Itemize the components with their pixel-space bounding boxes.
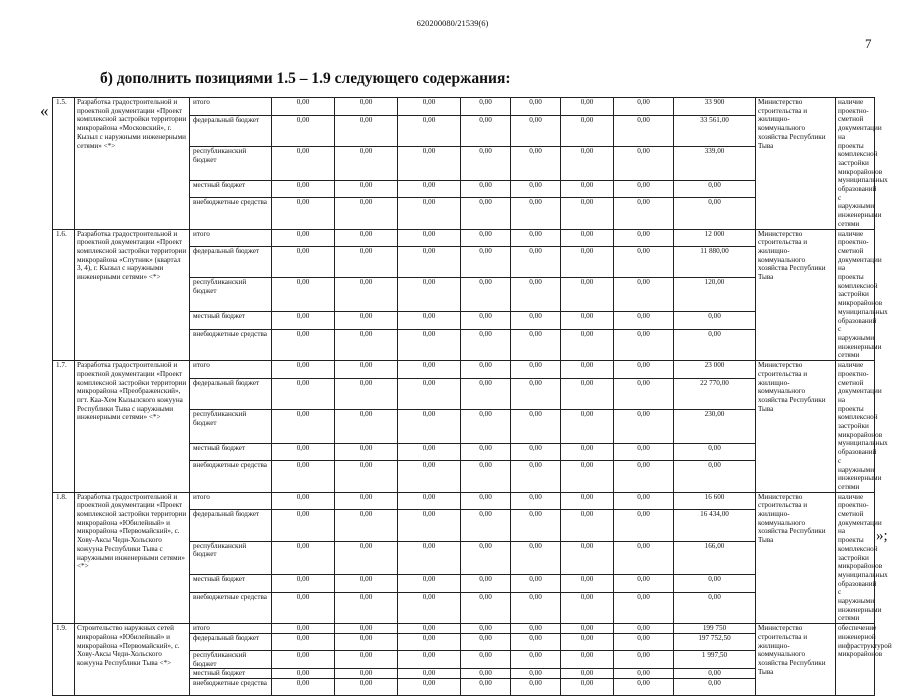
funding-value: 0,00: [398, 229, 461, 247]
funding-value: 0,00: [272, 492, 335, 510]
funding-value: 0,00: [511, 541, 561, 575]
funding-source: внебюджетные средства: [190, 329, 272, 360]
funding-value: 339,00: [674, 146, 756, 180]
funding-value: 0,00: [614, 541, 674, 575]
funding-value: 0,00: [335, 378, 398, 409]
funding-value: 0,00: [674, 198, 756, 229]
funding-value: 0,00: [461, 510, 511, 541]
funding-value: 0,00: [461, 180, 511, 198]
funding-value: 0,00: [461, 461, 511, 492]
funding-value: 0,00: [272, 461, 335, 492]
funding-value: 16 600: [674, 492, 756, 510]
funding-value: 0,00: [561, 378, 614, 409]
funding-value: 0,00: [674, 461, 756, 492]
funding-value: 0,00: [674, 312, 756, 330]
funding-value: 0,00: [461, 229, 511, 247]
funding-value: 0,00: [335, 541, 398, 575]
funding-value: 0,00: [272, 146, 335, 180]
position-name: Разработка градостроительной и проектной документации «Проект комплексной застройки территории микрорайона «Московский», г. Кызыл с наружными инженерными сетями» <*>: [75, 98, 190, 230]
funding-value: 197 752,50: [674, 633, 756, 650]
funding-source: федеральный бюджет: [190, 633, 272, 650]
funding-value: 0,00: [335, 575, 398, 593]
funding-value: 0,00: [614, 679, 674, 696]
funding-source: федеральный бюджет: [190, 510, 272, 541]
funding-value: 0,00: [511, 492, 561, 510]
funding-value: 0,00: [272, 329, 335, 360]
funding-source: итого: [190, 98, 272, 116]
funding-value: 0,00: [614, 180, 674, 198]
funding-value: 0,00: [335, 361, 398, 379]
funding-source: федеральный бюджет: [190, 378, 272, 409]
funding-value: 0,00: [398, 679, 461, 696]
funding-value: 0,00: [561, 461, 614, 492]
funding-value: 0,00: [561, 541, 614, 575]
funding-value: 0,00: [398, 146, 461, 180]
funding-value: 0,00: [511, 679, 561, 696]
funding-value: 0,00: [561, 650, 614, 668]
funding-value: 0,00: [461, 361, 511, 379]
funding-value: 23 000: [674, 361, 756, 379]
funding-value: 0,00: [398, 669, 461, 679]
funding-value: 0,00: [398, 624, 461, 634]
funding-source: республиканский бюджет: [190, 410, 272, 444]
funding-value: 0,00: [461, 247, 511, 278]
funding-value: 0,00: [561, 593, 614, 624]
funding-value: 0,00: [272, 378, 335, 409]
program-positions-table: [52, 97, 892, 696]
funding-value: 0,00: [335, 98, 398, 116]
funding-value: 0,00: [398, 461, 461, 492]
funding-value: 0,00: [398, 247, 461, 278]
position-number: 1.8.: [53, 492, 75, 624]
funding-value: 0,00: [398, 312, 461, 330]
funding-source: местный бюджет: [190, 669, 272, 679]
funding-value: 0,00: [561, 669, 614, 679]
funding-value: 0,00: [561, 510, 614, 541]
funding-value: 0,00: [674, 329, 756, 360]
funding-value: 0,00: [398, 593, 461, 624]
funding-value: 120,00: [674, 278, 756, 312]
funding-value: 0,00: [398, 361, 461, 379]
funding-value: 0,00: [272, 650, 335, 668]
funding-source: республиканский бюджет: [190, 541, 272, 575]
funding-value: 0,00: [272, 633, 335, 650]
funding-value: 0,00: [614, 361, 674, 379]
funding-value: 0,00: [614, 278, 674, 312]
funding-value: 0,00: [335, 443, 398, 461]
funding-source: республиканский бюджет: [190, 146, 272, 180]
funding-value: 0,00: [335, 115, 398, 146]
funding-value: 0,00: [398, 115, 461, 146]
funding-value: 0,00: [511, 378, 561, 409]
funding-source: местный бюджет: [190, 180, 272, 198]
document-number: 620200080/21539(6): [416, 18, 489, 28]
funding-value: 0,00: [335, 180, 398, 198]
funding-value: 0,00: [272, 247, 335, 278]
funding-value: 33 900: [674, 98, 756, 116]
funding-value: 1 997,50: [674, 650, 756, 668]
funding-value: 22 770,00: [674, 378, 756, 409]
funding-value: 0,00: [461, 650, 511, 668]
expected-result: наличие проектно-сметной документации на проекты комплексной застройки микрорайонов муниципальных образований с наружными инженерными сетями: [836, 229, 875, 361]
funding-value: 0,00: [561, 575, 614, 593]
executor: Министерство строительства и жилищно-коммунального хозяйства Республики Тыва: [756, 98, 836, 230]
funding-value: 0,00: [561, 679, 614, 696]
funding-value: 0,00: [511, 146, 561, 180]
funding-value: 0,00: [614, 650, 674, 668]
funding-value: 0,00: [398, 650, 461, 668]
funding-value: 0,00: [398, 198, 461, 229]
funding-value: 0,00: [561, 247, 614, 278]
funding-value: 0,00: [511, 669, 561, 679]
funding-value: 0,00: [561, 329, 614, 360]
funding-value: 11 880,00: [674, 247, 756, 278]
funding-value: 0,00: [674, 575, 756, 593]
funding-value: 0,00: [511, 312, 561, 330]
funding-value: 0,00: [561, 198, 614, 229]
funding-source: внебюджетные средства: [190, 461, 272, 492]
funding-value: 0,00: [511, 115, 561, 146]
funding-value: 0,00: [561, 492, 614, 510]
funding-value: 0,00: [614, 329, 674, 360]
funding-value: 0,00: [561, 312, 614, 330]
funding-value: 0,00: [511, 329, 561, 360]
funding-value: 0,00: [461, 198, 511, 229]
funding-value: 0,00: [461, 541, 511, 575]
funding-source: местный бюджет: [190, 443, 272, 461]
funding-value: 0,00: [335, 650, 398, 668]
funding-source: республиканский бюджет: [190, 650, 272, 668]
executor: Министерство строительства и жилищно-коммунального хозяйства Республики Тыва: [756, 229, 836, 361]
funding-source: внебюджетные средства: [190, 679, 272, 696]
funding-source: федеральный бюджет: [190, 247, 272, 278]
funding-value: 0,00: [335, 669, 398, 679]
expected-result: обеспечение инженерной инфраструктурой микрорайонов: [836, 624, 875, 696]
funding-value: 0,00: [561, 278, 614, 312]
funding-value: 0,00: [335, 329, 398, 360]
expected-result: наличие проектно-сметной документации на проекты комплексной застройки микрорайонов муниципальных образований с наружными инженерными сетями: [836, 98, 875, 230]
funding-value: 0,00: [614, 410, 674, 444]
funding-value: 0,00: [398, 278, 461, 312]
funding-value: 0,00: [335, 679, 398, 696]
funding-value: 0,00: [272, 278, 335, 312]
funding-value: 0,00: [335, 633, 398, 650]
funding-value: 0,00: [511, 593, 561, 624]
funding-value: 0,00: [461, 278, 511, 312]
funding-value: 0,00: [561, 146, 614, 180]
position-name: Строительство наружных сетей микрорайона «Юбилейный» и микрорайона «Первомайский», с. Хову-Аксы Чеди-Хольского кожууна Республики Тыва <*>: [75, 624, 190, 696]
funding-value: 0,00: [614, 443, 674, 461]
funding-value: 12 000: [674, 229, 756, 247]
expected-result: наличие проектно-сметной документации на проекты комплексной застройки микрорайонов муниципальных образований с наружными инженерными сетями: [836, 492, 875, 624]
position-number: 1.9.: [53, 624, 75, 696]
funding-value: 0,00: [272, 361, 335, 379]
funding-value: 0,00: [614, 593, 674, 624]
funding-value: 0,00: [398, 575, 461, 593]
funding-value: 0,00: [561, 624, 614, 634]
table-row: [53, 492, 875, 510]
funding-value: 0,00: [461, 98, 511, 116]
funding-value: 0,00: [614, 669, 674, 679]
funding-value: 0,00: [614, 146, 674, 180]
funding-value: 0,00: [272, 229, 335, 247]
funding-value: 0,00: [561, 361, 614, 379]
funding-source: итого: [190, 624, 272, 634]
funding-value: 0,00: [511, 461, 561, 492]
table-row: [53, 361, 875, 379]
funding-value: 0,00: [272, 443, 335, 461]
funding-value: 0,00: [272, 679, 335, 696]
funding-value: 0,00: [674, 593, 756, 624]
funding-value: 0,00: [398, 633, 461, 650]
funding-value: 0,00: [272, 575, 335, 593]
funding-value: 0,00: [398, 443, 461, 461]
funding-value: 230,00: [674, 410, 756, 444]
funding-value: 0,00: [398, 98, 461, 116]
funding-value: 0,00: [335, 312, 398, 330]
funding-value: 0,00: [398, 410, 461, 444]
funding-value: 0,00: [398, 492, 461, 510]
executor: Министерство строительства и жилищно-коммунального хозяйства Республики Тыва: [756, 624, 836, 696]
funding-value: 0,00: [511, 650, 561, 668]
funding-value: 0,00: [674, 679, 756, 696]
table-row: [53, 624, 875, 634]
funding-value: 0,00: [614, 624, 674, 634]
page-number: 7: [865, 36, 872, 51]
funding-source: итого: [190, 492, 272, 510]
funding-value: 0,00: [511, 98, 561, 116]
funding-source: федеральный бюджет: [190, 115, 272, 146]
funding-value: 0,00: [511, 510, 561, 541]
funding-value: 0,00: [511, 410, 561, 444]
funding-value: 0,00: [511, 180, 561, 198]
funding-value: 0,00: [511, 229, 561, 247]
funding-value: 0,00: [614, 247, 674, 278]
closing-quote: »;: [876, 528, 888, 544]
funding-value: 0,00: [272, 98, 335, 116]
funding-value: 0,00: [335, 146, 398, 180]
funding-value: 0,00: [614, 115, 674, 146]
funding-value: 0,00: [272, 115, 335, 146]
position-name: Разработка градостроительной и проектной документации «Проект комплексной застройки территории микрорайона «Юбилейный» и микрорайона «Первомайский», с. Хову-Аксы Чеди-Хольского кожууна Республики Тыва с наружными инженерными сетями» <*>: [75, 492, 190, 624]
funding-value: 0,00: [335, 247, 398, 278]
funding-source: итого: [190, 361, 272, 379]
funding-source: внебюджетные средства: [190, 593, 272, 624]
funding-value: 0,00: [561, 229, 614, 247]
funding-value: 0,00: [335, 593, 398, 624]
funding-value: 0,00: [561, 180, 614, 198]
funding-value: 0,00: [511, 443, 561, 461]
funding-value: 0,00: [335, 410, 398, 444]
funding-value: 0,00: [461, 443, 511, 461]
funding-value: 0,00: [614, 633, 674, 650]
expected-result: наличие проектно-сметной документации на проекты комплексной застройки микрорайонов муниципальных образований с наружными инженерными сетями: [836, 361, 875, 493]
funding-value: 0,00: [272, 541, 335, 575]
funding-value: 0,00: [674, 669, 756, 679]
funding-value: 0,00: [398, 510, 461, 541]
funding-value: 0,00: [674, 180, 756, 198]
funding-value: 0,00: [511, 633, 561, 650]
funding-value: 0,00: [272, 510, 335, 541]
funding-value: 0,00: [272, 198, 335, 229]
funding-value: 0,00: [398, 329, 461, 360]
funding-value: 0,00: [614, 461, 674, 492]
table-body: [53, 98, 892, 696]
funding-value: 0,00: [561, 115, 614, 146]
funding-value: 0,00: [461, 633, 511, 650]
funding-value: 0,00: [614, 575, 674, 593]
funding-value: 166,00: [674, 541, 756, 575]
funding-value: 0,00: [461, 679, 511, 696]
funding-value: 0,00: [398, 541, 461, 575]
executor: Министерство строительства и жилищно-коммунального хозяйства Республики Тыва: [756, 492, 836, 624]
funding-value: 0,00: [272, 180, 335, 198]
position-number: 1.6.: [53, 229, 75, 361]
funding-value: 0,00: [461, 329, 511, 360]
funding-value: 0,00: [561, 633, 614, 650]
table-row: [53, 229, 875, 247]
funding-value: 16 434,00: [674, 510, 756, 541]
funding-value: 199 750: [674, 624, 756, 634]
table-row: [53, 98, 875, 116]
position-number: 1.5.: [53, 98, 75, 230]
funding-source: местный бюджет: [190, 575, 272, 593]
funding-source: внебюджетные средства: [190, 198, 272, 229]
funding-value: 0,00: [461, 146, 511, 180]
funding-value: 0,00: [272, 410, 335, 444]
funding-value: 0,00: [335, 198, 398, 229]
funding-value: 0,00: [335, 229, 398, 247]
funding-value: 0,00: [511, 575, 561, 593]
funding-value: 0,00: [272, 312, 335, 330]
funding-value: 0,00: [398, 180, 461, 198]
funding-value: 0,00: [335, 492, 398, 510]
funding-value: 0,00: [614, 510, 674, 541]
funding-value: 0,00: [614, 98, 674, 116]
funding-value: 0,00: [335, 510, 398, 541]
funding-value: 0,00: [335, 278, 398, 312]
funding-value: 0,00: [461, 115, 511, 146]
executor: Министерство строительства и жилищно-коммунального хозяйства Республики Тыва: [756, 361, 836, 493]
funding-value: 0,00: [511, 198, 561, 229]
funding-value: 0,00: [614, 312, 674, 330]
position-name: Разработка градостроительной и проектной документации «Проект комплексной застройки территории микрорайона «Преображенский», пгт. Каа-Хем Кызылского кожууна Республики Тыва с наружными инженерными сетями» <*>: [75, 361, 190, 493]
funding-value: 0,00: [561, 443, 614, 461]
funding-value: 0,00: [461, 669, 511, 679]
funding-value: 0,00: [511, 247, 561, 278]
funding-value: 0,00: [511, 361, 561, 379]
funding-value: 0,00: [461, 624, 511, 634]
funding-value: 0,00: [511, 624, 561, 634]
funding-source: итого: [190, 229, 272, 247]
funding-value: 33 561,00: [674, 115, 756, 146]
funding-value: 0,00: [272, 669, 335, 679]
funding-value: 0,00: [561, 98, 614, 116]
funding-value: 0,00: [561, 410, 614, 444]
funding-value: 0,00: [614, 229, 674, 247]
funding-value: 0,00: [674, 443, 756, 461]
funding-value: 0,00: [461, 378, 511, 409]
funding-value: 0,00: [398, 378, 461, 409]
funding-value: 0,00: [461, 410, 511, 444]
funding-value: 0,00: [614, 378, 674, 409]
funding-value: 0,00: [461, 312, 511, 330]
funding-value: 0,00: [614, 198, 674, 229]
funding-value: 0,00: [614, 492, 674, 510]
position-name: Разработка градостроительной и проектной документации «Проект комплексной застройки территории микрорайона «Спутник» (квартал 3, 4), г. Кызыл с наружными инженерными сетями» <*>: [75, 229, 190, 361]
funding-value: 0,00: [272, 624, 335, 634]
funding-value: 0,00: [461, 593, 511, 624]
position-number: 1.7.: [53, 361, 75, 493]
funding-source: республиканский бюджет: [190, 278, 272, 312]
funding-value: 0,00: [461, 492, 511, 510]
funding-source: местный бюджет: [190, 312, 272, 330]
funding-value: 0,00: [335, 624, 398, 634]
funding-value: 0,00: [335, 461, 398, 492]
funding-value: 0,00: [272, 593, 335, 624]
intro-text: б) дополнить позициями 1.5 – 1.9 следующего содержания:: [100, 70, 511, 87]
opening-quote: «: [40, 101, 49, 120]
funding-value: 0,00: [461, 575, 511, 593]
funding-value: 0,00: [511, 278, 561, 312]
